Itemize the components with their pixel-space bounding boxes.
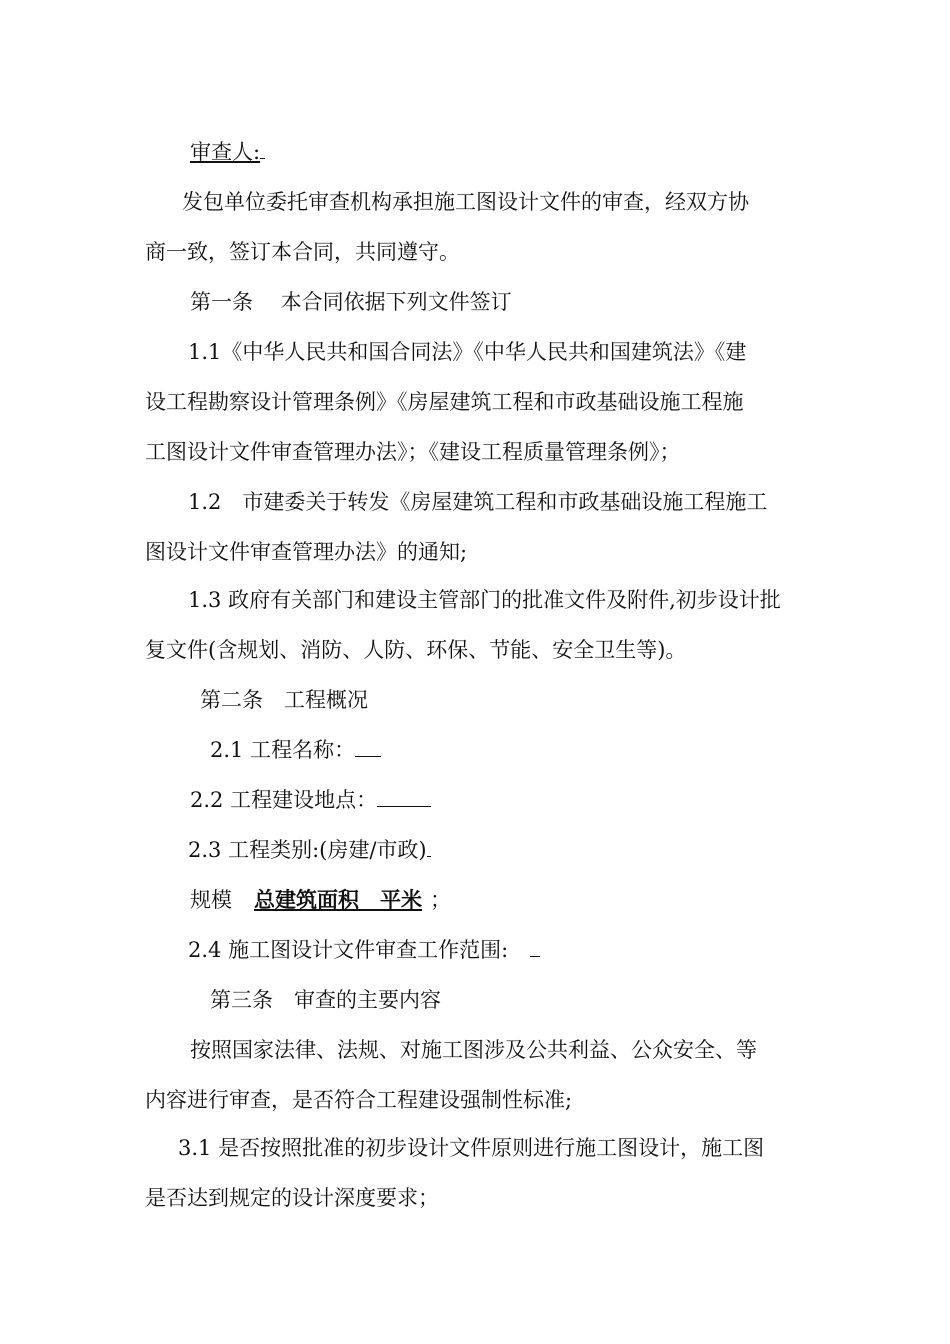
reviewer-line <box>190 138 265 166</box>
article-1-heading: 第一条 本合同依据下列文件签订 <box>190 290 512 314</box>
total-area-label: 总建筑面积 平米 <box>254 887 422 912</box>
paragraph-line: 3.1 是否按照批准的初步设计文件原则进行施工图设计，施工图 <box>178 1136 765 1160</box>
paragraph-line: 复文件(含规划、消防、人防、环保、节能、安全卫生等)。 <box>145 638 687 662</box>
article-2-heading: 第二条 工程概况 <box>200 688 368 712</box>
paragraph-line: 是否达到规定的设计深度要求； <box>145 1186 439 1210</box>
paragraph-line: 商一致，签订本合同，共同遵守。 <box>145 240 460 264</box>
review-scope-label: 2.4 施工图设计文件审查工作范围: <box>188 938 509 962</box>
paragraph-line: 发包单位委托审查机构承担施工图设计文件的审查，经双方协 <box>182 190 749 214</box>
paragraph-line: 工图设计文件审查管理办法》；《建设工程质量管理条例》； <box>145 440 681 464</box>
paragraph-line: 内容进行审查，是否符合工程建设强制性标准; <box>145 1088 573 1112</box>
paragraph-line: 1.1《中华人民共和国合同法》《中华人民共和国建筑法》《建 <box>188 340 747 364</box>
project-category-label: 2.3 工程类别:(房建/市政) <box>188 838 427 862</box>
project-name-line <box>210 736 381 764</box>
paragraph-line: 设工程勘察设计管理条例》《房屋建筑工程和市政基础设施工程施 <box>145 390 744 414</box>
scale-end-mark: ； <box>430 888 451 912</box>
paragraph-line: 按照国家法律、法规、对施工图涉及公共利益、公众安全、等 <box>190 1038 757 1062</box>
reviewer-label: 审查人: <box>190 140 261 164</box>
paragraph-line: 1.3 政府有关部门和建设主管部门的批准文件及附件,初步设计批 <box>188 588 781 612</box>
project-name-blank <box>355 736 381 757</box>
project-scale-line <box>190 886 451 914</box>
scale-label: 规模 <box>190 888 232 912</box>
project-category-blank <box>427 836 431 857</box>
paragraph-line: 图设计文件审查管理办法》的通知; <box>145 540 468 564</box>
project-name-label: 2.1 工程名称： <box>210 738 356 762</box>
review-scope-blank <box>530 936 540 957</box>
paragraph-line: 1.2 市建委关于转发《房屋建筑工程和市政基础设施工程施工 <box>188 490 768 514</box>
project-category-line <box>188 836 431 864</box>
reviewer-blank <box>260 138 265 159</box>
project-location-line <box>190 786 431 814</box>
project-location-blank <box>377 786 431 807</box>
article-3-heading: 第三条 审查的主要内容 <box>210 988 441 1012</box>
project-location-label: 2.2 工程建设地点： <box>190 788 378 812</box>
review-scope-line <box>188 936 540 964</box>
